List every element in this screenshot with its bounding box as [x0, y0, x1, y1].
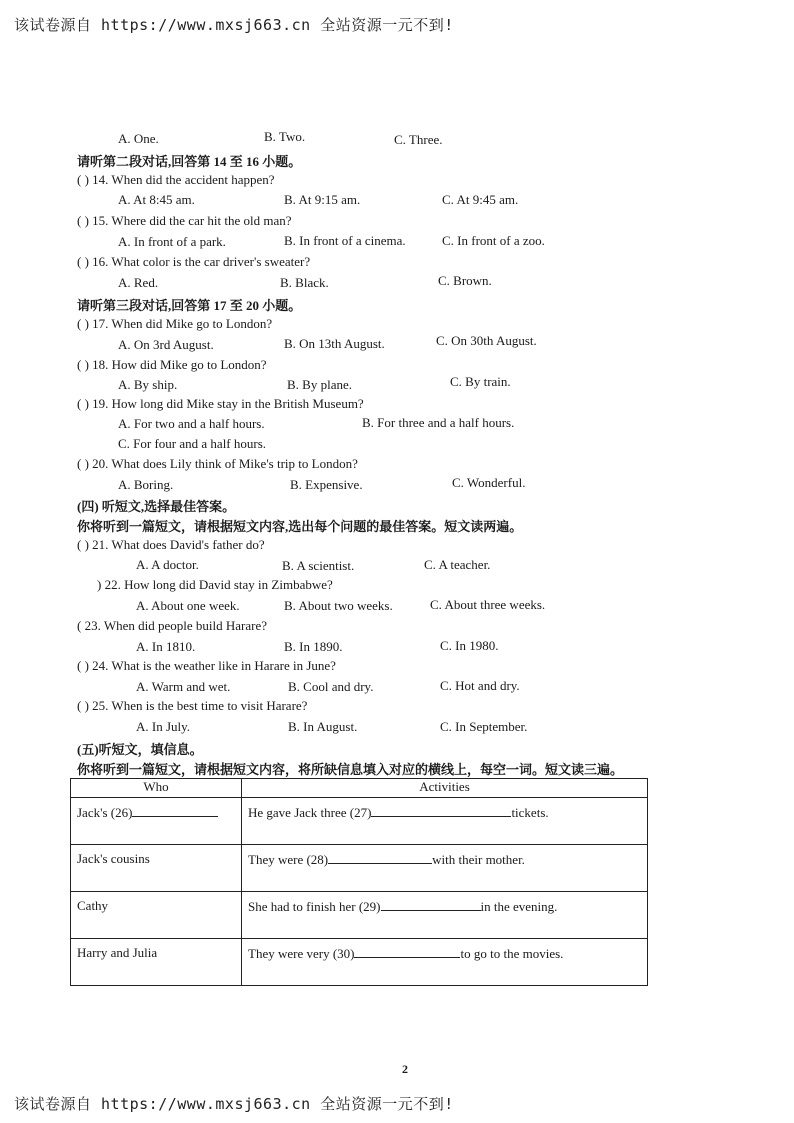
q23-option-c: C. In 1980.: [440, 638, 499, 653]
q15-option-c: C. In front of a zoo.: [442, 233, 545, 248]
page-number: 2: [402, 1062, 408, 1076]
section3-instruction: 请听第三段对话,回答第 17 至 20 小题。: [77, 298, 302, 313]
table-row: [71, 845, 648, 892]
q15-option-a: A. In front of a park.: [118, 234, 226, 249]
who-text: Jack's (26): [77, 805, 133, 820]
table-row: [71, 892, 648, 939]
q17-option-a: A. On 3rd August.: [118, 337, 214, 352]
part5-title: (五)听短文，填信息。: [77, 742, 203, 757]
table-row: [71, 939, 648, 986]
activity-cell: [242, 798, 648, 845]
q18-option-a: A. By ship.: [118, 377, 178, 392]
q14-option-b: B. At 9:15 am.: [284, 192, 361, 207]
q14-option-c: C. At 9:45 am.: [442, 192, 519, 207]
q19-stem: ( ) 19. How long did Mike stay in the British Museum?: [77, 396, 364, 411]
q18-stem: ( ) 18. How did Mike go to London?: [77, 357, 267, 372]
info-table: [70, 778, 648, 986]
activity-cell: [242, 892, 648, 939]
q13-option-c: C. Three.: [394, 132, 443, 147]
activity-before: She had to finish her (29): [248, 899, 381, 914]
q24-option-b: B. Cool and dry.: [288, 679, 374, 694]
watermark-top: 该试卷源自 https://www.mxsj663.cn 全站资源一元不到!: [14, 16, 454, 34]
header-activities: Activities: [242, 779, 648, 798]
who-cell: [71, 892, 242, 939]
part4-instruction: 你将听到一篇短文，请根据短文内容,选出每个问题的最佳答案。短文读两遍。: [77, 519, 523, 534]
q15-option-b: B. In front of a cinema.: [284, 233, 406, 248]
q23-option-b: B. In 1890.: [284, 639, 343, 654]
q25-option-c: C. In September.: [440, 719, 528, 734]
part5-instruction: 你将听到一篇短文，请根据短文内容，将所缺信息填入对应的横线上，每空一词。短文读三遍。: [77, 762, 624, 777]
header-who: Who: [71, 779, 242, 798]
blank-28[interactable]: [328, 851, 432, 864]
activity-after: to go to the movies.: [460, 946, 564, 961]
who-text: Cathy: [77, 898, 109, 913]
q14-option-a: A. At 8:45 am.: [118, 192, 195, 207]
q24-stem: ( ) 24. What is the weather like in Harare in June?: [77, 658, 336, 673]
section2-instruction: 请听第二段对话,回答第 14 至 16 小题。: [77, 154, 302, 169]
activity-before: They were very (30): [248, 946, 355, 961]
q17-option-b: B. On 13th August.: [284, 336, 385, 351]
q21-option-b: B. A scientist.: [282, 558, 355, 573]
q16-stem: ( ) 16. What color is the car driver's sweater?: [77, 254, 311, 269]
q23-option-a: A. In 1810.: [136, 639, 196, 654]
q19-option-b: B. For three and a half hours.: [362, 415, 515, 430]
who-text: Harry and Julia: [77, 945, 158, 960]
q24-option-a: A. Warm and wet.: [136, 679, 231, 694]
who-cell: [71, 845, 242, 892]
q19-option-c: C. For four and a half hours.: [118, 436, 267, 451]
q17-option-c: C. On 30th August.: [436, 333, 537, 348]
activity-cell: [242, 939, 648, 986]
activity-cell: [242, 845, 648, 892]
blank-27[interactable]: [371, 804, 511, 817]
q13-option-b: B. Two.: [264, 129, 306, 144]
q18-option-c: C. By train.: [450, 374, 511, 389]
table-header-row: [71, 779, 648, 798]
q21-option-c: C. A teacher.: [424, 557, 491, 572]
q24-option-c: C. Hot and dry.: [440, 678, 520, 693]
q22-stem: ) 22. How long did David stay in Zimbabwe?: [97, 577, 333, 592]
table-row: [71, 798, 648, 845]
q20-stem: ( ) 20. What does Lily think of Mike's trip to London?: [77, 456, 358, 471]
who-cell: [71, 939, 242, 986]
watermark-bottom: 该试卷源自 https://www.mxsj663.cn 全站资源一元不到!: [14, 1095, 454, 1113]
blank-26[interactable]: [132, 804, 218, 817]
q22-option-a: A. About one week.: [136, 598, 240, 613]
part4-title: (四) 听短文,选择最佳答案。: [77, 499, 236, 514]
q13-option-a: A. One.: [118, 131, 159, 146]
q16-option-b: B. Black.: [280, 275, 329, 290]
q14-stem: ( ) 14. When did the accident happen?: [77, 172, 275, 187]
q20-option-b: B. Expensive.: [290, 477, 363, 492]
q23-stem: ( 23. When did people build Harare?: [77, 618, 267, 633]
q22-option-b: B. About two weeks.: [284, 598, 393, 613]
activity-after: in the evening.: [480, 899, 558, 914]
activity-before: He gave Jack three (27): [248, 805, 372, 820]
q21-option-a: A. A doctor.: [136, 557, 199, 572]
q18-option-b: B. By plane.: [287, 377, 352, 392]
q20-option-c: C. Wonderful.: [452, 475, 526, 490]
activity-after: tickets.: [511, 805, 549, 820]
blank-30[interactable]: [354, 945, 460, 958]
q21-stem: ( ) 21. What does David's father do?: [77, 537, 265, 552]
q20-option-a: A. Boring.: [118, 477, 174, 492]
q25-stem: ( ) 25. When is the best time to visit Harare?: [77, 698, 308, 713]
activity-after: with their mother.: [432, 852, 525, 867]
q15-stem: ( ) 15. Where did the car hit the old man?: [77, 213, 292, 228]
q25-option-b: B. In August.: [288, 719, 358, 734]
q16-option-c: C. Brown.: [438, 273, 492, 288]
q16-option-a: A. Red.: [118, 275, 159, 290]
q25-option-a: A. In July.: [136, 719, 191, 734]
activity-before: They were (28): [248, 852, 329, 867]
blank-29[interactable]: [381, 898, 481, 911]
who-cell: [71, 798, 242, 845]
q19-option-a: A. For two and a half hours.: [118, 416, 265, 431]
q17-stem: ( ) 17. When did Mike go to London?: [77, 316, 273, 331]
who-text: Jack's cousins: [77, 851, 150, 866]
q22-option-c: C. About three weeks.: [430, 597, 546, 612]
